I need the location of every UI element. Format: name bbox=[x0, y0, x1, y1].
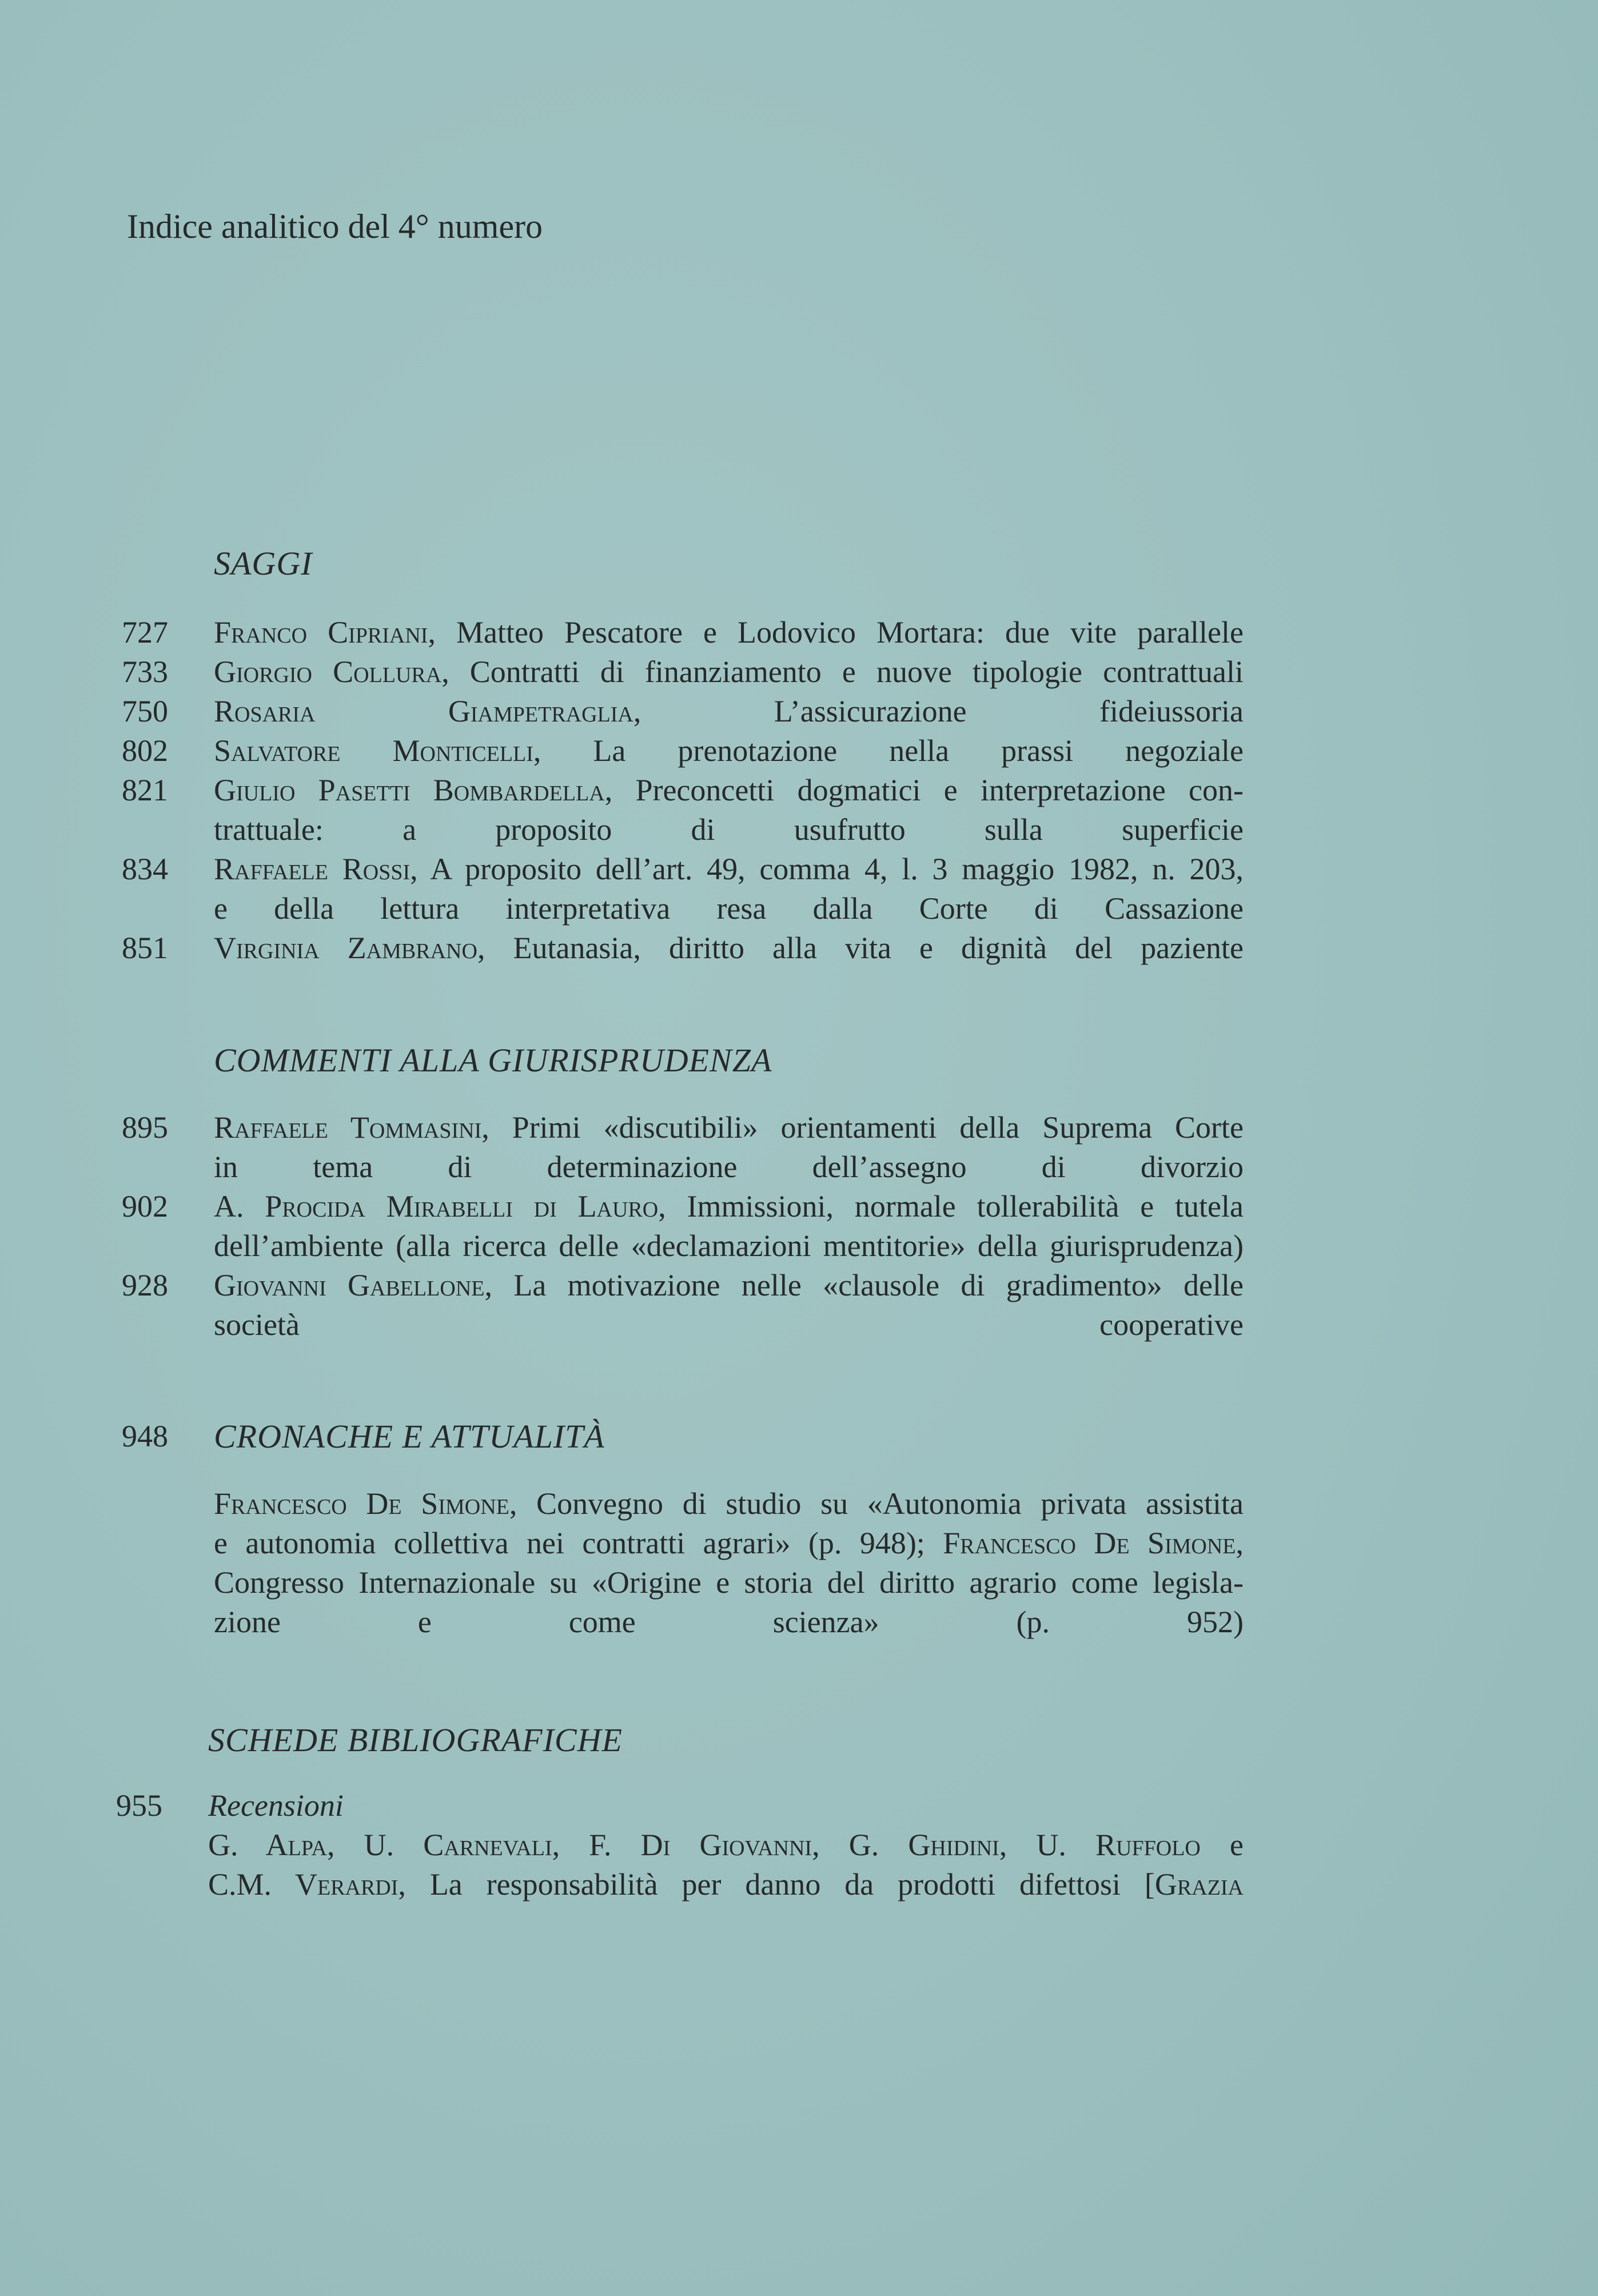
section-page-number: 948 bbox=[122, 1419, 168, 1453]
entry-title: , Primi «discutibili» orientamenti della Suprema Corte bbox=[481, 1110, 1244, 1145]
author-name: G. Alpa, U. Carnevali, F. Di Giovanni, G. Ghidini, U. Ruffolo bbox=[208, 1828, 1201, 1862]
page-number: 928 bbox=[122, 1268, 168, 1302]
entry-text bbox=[214, 810, 1244, 850]
entry-list bbox=[122, 1484, 1244, 1642]
author-name: Francesco De Simone bbox=[943, 1526, 1236, 1560]
entry-title: , Eutanasia, diritto alla vita e dignità del paziente bbox=[477, 931, 1244, 965]
entry-title: , A proposito dell’art. 49, comma 4, l. 3 maggio 1982, n. 203, bbox=[410, 852, 1244, 886]
entry-title: e autonomia collettiva nei contratti agrari» (p. 948); bbox=[214, 1526, 943, 1560]
entry-line bbox=[122, 1563, 1244, 1603]
entry-title: , bbox=[1236, 1526, 1244, 1560]
entry-title: e bbox=[1200, 1828, 1244, 1862]
entry-title: , Matteo Pescatore e Lodovico Mortara: due vite parallele bbox=[428, 615, 1244, 649]
page-number: 733 bbox=[122, 655, 168, 689]
entry-text bbox=[208, 1865, 1244, 1904]
entry-list bbox=[116, 1786, 1244, 1904]
index-entry bbox=[122, 1187, 1244, 1266]
index-entry bbox=[122, 771, 1244, 850]
entry-line bbox=[122, 731, 1244, 771]
index-entry bbox=[122, 692, 1244, 731]
entry-line bbox=[122, 1484, 1244, 1524]
author-name: Giulio Pasetti Bombardella bbox=[214, 773, 605, 807]
entry-line bbox=[122, 1226, 1244, 1266]
subsection-label: Recensioni bbox=[208, 1788, 344, 1823]
author-name: Franco Cipriani bbox=[214, 615, 428, 649]
author-name: Francesco De Simone bbox=[214, 1486, 509, 1521]
entry-line bbox=[122, 889, 1244, 928]
entry-title: , Preconcetti dogmatici e interpretazione con- bbox=[604, 773, 1244, 807]
entry-line bbox=[122, 928, 1244, 968]
entry-line bbox=[116, 1786, 1244, 1825]
section-heading: COMMENTI ALLA GIURISPRUDENZA bbox=[214, 1042, 772, 1079]
entry-line bbox=[122, 1266, 1244, 1305]
entry-line bbox=[122, 1603, 1244, 1642]
entry-text bbox=[214, 1484, 1244, 1524]
entry-text bbox=[214, 731, 1244, 771]
entry-title: , La motivazione nelle «clausole di gradimento» delle bbox=[484, 1268, 1244, 1302]
entry-line bbox=[122, 1524, 1244, 1563]
entry-text bbox=[214, 771, 1244, 810]
section-heading: SCHEDE BIBLIOGRAFICHE bbox=[208, 1721, 623, 1759]
author-name: C.M. Verardi bbox=[208, 1867, 398, 1902]
author-name: Rosaria Giampetraglia bbox=[214, 694, 633, 728]
section-heading: SAGGI bbox=[214, 545, 313, 582]
entry-text bbox=[214, 652, 1244, 692]
entry-title: in tema di determinazione dell’assegno di divorzio bbox=[214, 1150, 1244, 1184]
entry-text bbox=[214, 1524, 1244, 1563]
entry-text bbox=[214, 1147, 1244, 1187]
entry-title: , Contratti di finanziamento e nuove tipologie contrattuali bbox=[441, 655, 1244, 689]
entry-title: dell’ambiente (alla ricerca delle «declamazioni mentitorie» della giurisprudenza) bbox=[214, 1229, 1244, 1263]
entry-text bbox=[214, 1266, 1244, 1305]
entry-text bbox=[214, 1305, 1244, 1345]
entry-title: , Convegno di studio su «Autonomia privata assistita bbox=[509, 1486, 1244, 1521]
entry-line bbox=[122, 613, 1244, 652]
entry-text bbox=[208, 1786, 1244, 1825]
page-number: 955 bbox=[116, 1788, 162, 1823]
entry-text bbox=[214, 1563, 1244, 1603]
page-number: 834 bbox=[122, 852, 168, 886]
author-name: Grazia bbox=[1154, 1867, 1244, 1902]
page-number: 902 bbox=[122, 1189, 168, 1223]
entry-text bbox=[214, 928, 1244, 968]
page-number: 802 bbox=[122, 734, 168, 768]
entry-title: trattuale: a proposito di usufrutto sulla superficie bbox=[214, 812, 1244, 847]
entry-line bbox=[122, 1147, 1244, 1187]
entry-line bbox=[116, 1865, 1244, 1904]
author-name: A. Procida Mirabelli di Lauro bbox=[214, 1189, 659, 1223]
author-name: Raffaele Tommasini bbox=[214, 1110, 482, 1145]
page-number: 821 bbox=[122, 773, 168, 807]
index-entry bbox=[122, 1484, 1244, 1642]
entry-title: , La responsabilità per danno da prodotti difettosi [ bbox=[398, 1867, 1155, 1902]
entry-line bbox=[122, 1187, 1244, 1226]
index-entry bbox=[122, 613, 1244, 652]
entry-text bbox=[208, 1825, 1244, 1865]
entry-text bbox=[214, 1603, 1244, 1642]
entry-line bbox=[116, 1825, 1244, 1865]
index-entry bbox=[122, 731, 1244, 771]
page-number: 727 bbox=[122, 615, 168, 649]
entry-line bbox=[122, 1108, 1244, 1147]
author-name: Salvatore Monticelli bbox=[214, 734, 533, 768]
page-title: Indice analitico del 4° numero bbox=[127, 208, 543, 245]
entry-line bbox=[122, 810, 1244, 850]
page-number: 895 bbox=[122, 1110, 168, 1145]
author-name: Giorgio Collura bbox=[214, 655, 442, 689]
entry-list bbox=[122, 1108, 1244, 1345]
index-entry bbox=[122, 652, 1244, 692]
index-entry bbox=[122, 1108, 1244, 1187]
index-entry bbox=[122, 850, 1244, 928]
entry-line bbox=[122, 1305, 1244, 1345]
entry-text bbox=[214, 1108, 1244, 1147]
entry-text bbox=[214, 692, 1244, 731]
entry-line bbox=[122, 652, 1244, 692]
entry-title: e della lettura interpretativa resa dalla Corte di Cassazione bbox=[214, 891, 1244, 926]
entry-title: Congresso Internazionale su «Origine e storia del diritto agrario come legisla- bbox=[214, 1565, 1244, 1600]
entry-title: , L’assicurazione fideiussoria bbox=[633, 694, 1244, 728]
index-entry bbox=[116, 1786, 1244, 1904]
index-entry bbox=[122, 1266, 1244, 1345]
entry-line bbox=[122, 692, 1244, 731]
entry-text bbox=[214, 1187, 1244, 1226]
entry-text bbox=[214, 850, 1244, 889]
entry-title: società cooperative bbox=[214, 1308, 1244, 1342]
author-name: Virginia Zambrano bbox=[214, 931, 477, 965]
page-number: 750 bbox=[122, 694, 168, 728]
entry-text bbox=[214, 613, 1244, 652]
author-name: Giovanni Gabellone bbox=[214, 1268, 485, 1302]
index-entry bbox=[122, 928, 1244, 968]
entry-line bbox=[122, 771, 1244, 810]
entry-line bbox=[122, 850, 1244, 889]
entry-title: zione e come scienza» (p. 952) bbox=[214, 1605, 1244, 1639]
entry-title: , La prenotazione nella prassi negoziale bbox=[533, 734, 1244, 768]
entry-list bbox=[122, 613, 1244, 968]
page-number: 851 bbox=[122, 931, 168, 965]
section-heading: CRONACHE E ATTUALITÀ bbox=[214, 1418, 605, 1455]
entry-text bbox=[214, 889, 1244, 928]
entry-text bbox=[214, 1226, 1244, 1266]
entry-title: , Immissioni, normale tollerabilità e tutela bbox=[658, 1189, 1244, 1223]
author-name: Raffaele Rossi bbox=[214, 852, 411, 886]
